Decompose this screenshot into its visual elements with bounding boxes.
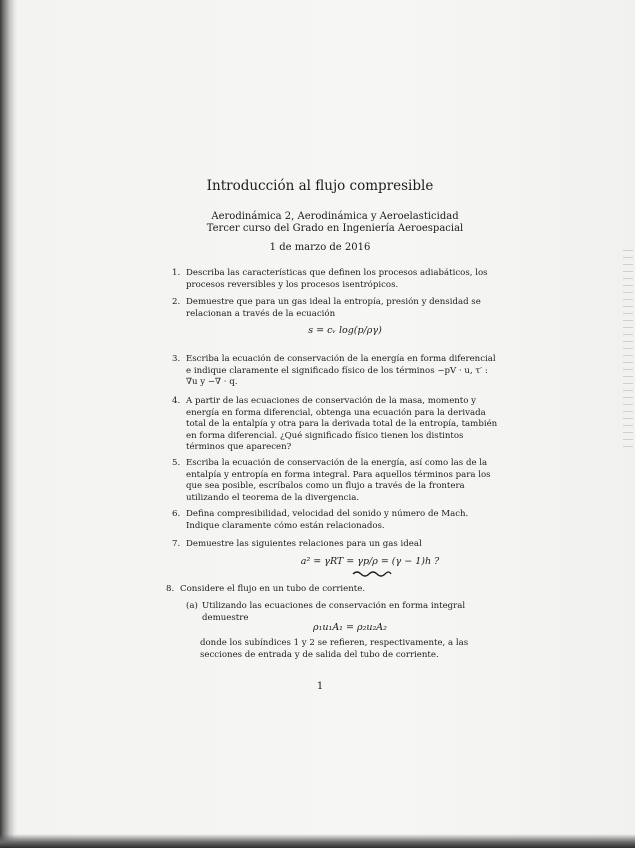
question-number: 6.: [172, 509, 181, 519]
question-4: [172, 396, 498, 454]
question-3: [172, 354, 498, 389]
scan-edge-bottom: [0, 834, 635, 848]
scan-noise-right: [623, 250, 633, 450]
question-8: [166, 584, 492, 596]
question-number: 4.: [172, 396, 181, 406]
question-number: 8.: [166, 584, 175, 594]
question-text: Demuestre que para un gas ideal la entropía, presión y densidad se relacionan a través de la ecuación: [186, 297, 481, 319]
question-8a: [186, 601, 498, 624]
question-text: A partir de las ecuaciones de conservación de la masa, momento y energía en forma diferencial, obtenga una ecuación para la derivada total de la entalpía y otra para la derivada total de la entropía, también en forma diferencial. ¿Qué significado físico tienen los distintos términos que aparecen?: [186, 396, 498, 452]
question-text: Considere el flujo en un tubo de corriente.: [180, 584, 366, 594]
question-text: Escriba la ecuación de conservación de la energía en forma diferencial e indique claramente el significado físico de los términos −pV · u, τ′ : ∇u y −∇ · q.: [186, 354, 496, 387]
sound-speed-equation: a² = γRT = γp/ρ = (γ − 1)h ?: [300, 556, 440, 567]
question-number: 2.: [172, 297, 181, 307]
subquestion-text: Utilizando las ecuaciones de conservación en forma integral demuestre: [202, 601, 466, 623]
question-7: [172, 539, 498, 551]
question-number: 1.: [172, 268, 181, 278]
question-text: Defina compresibilidad, velocidad del sonido y número de Mach. Indique claramente cómo están relacionados.: [186, 509, 469, 531]
document-title: Introducción al flujo compresible: [206, 178, 434, 194]
document-date: 1 de marzo de 2016: [269, 242, 371, 253]
question-text: Demuestre las siguientes relaciones para un gas ideal: [186, 539, 422, 549]
page-number: 1: [316, 681, 324, 692]
question-5: [172, 458, 498, 504]
question-number: 7.: [172, 539, 181, 549]
question-1: [172, 268, 498, 291]
course-year: Tercer curso del Grado en Ingeniería Aeroespacial: [206, 223, 464, 234]
course-name: Aerodinámica 2, Aerodinámica y Aeroelasticidad: [211, 211, 459, 222]
question-number: 3.: [172, 354, 181, 364]
question-2: [172, 297, 498, 320]
question-text: Escriba la ecuación de conservación de la energía, así como las de la entalpía y entropía en forma integral. Para aquellos términos para los que sea posible, escríbalos como un flujo a través de la frontera utilizando el teorema de la divergencia.: [186, 458, 491, 503]
scan-edge-left: [0, 0, 14, 848]
question-6: [172, 509, 498, 532]
question-text: Describa las características que definen los procesos adiabáticos, los procesos reversibles y los procesos isentrópicos.: [186, 268, 488, 290]
mass-flux-equation: ρ₁u₁A₁ = ρ₂u₂A₂: [313, 622, 387, 633]
entropy-equation: s = cᵥ log(p/ργ): [308, 325, 382, 336]
subquestion-note: donde los subíndices 1 y 2 se refieren, respectivamente, a las secciones de entrada y de salida del tubo de corriente.: [200, 638, 469, 660]
subquestion-label: (a): [186, 601, 198, 611]
question-number: 5.: [172, 458, 181, 468]
handwritten-squiggle: [352, 570, 392, 578]
